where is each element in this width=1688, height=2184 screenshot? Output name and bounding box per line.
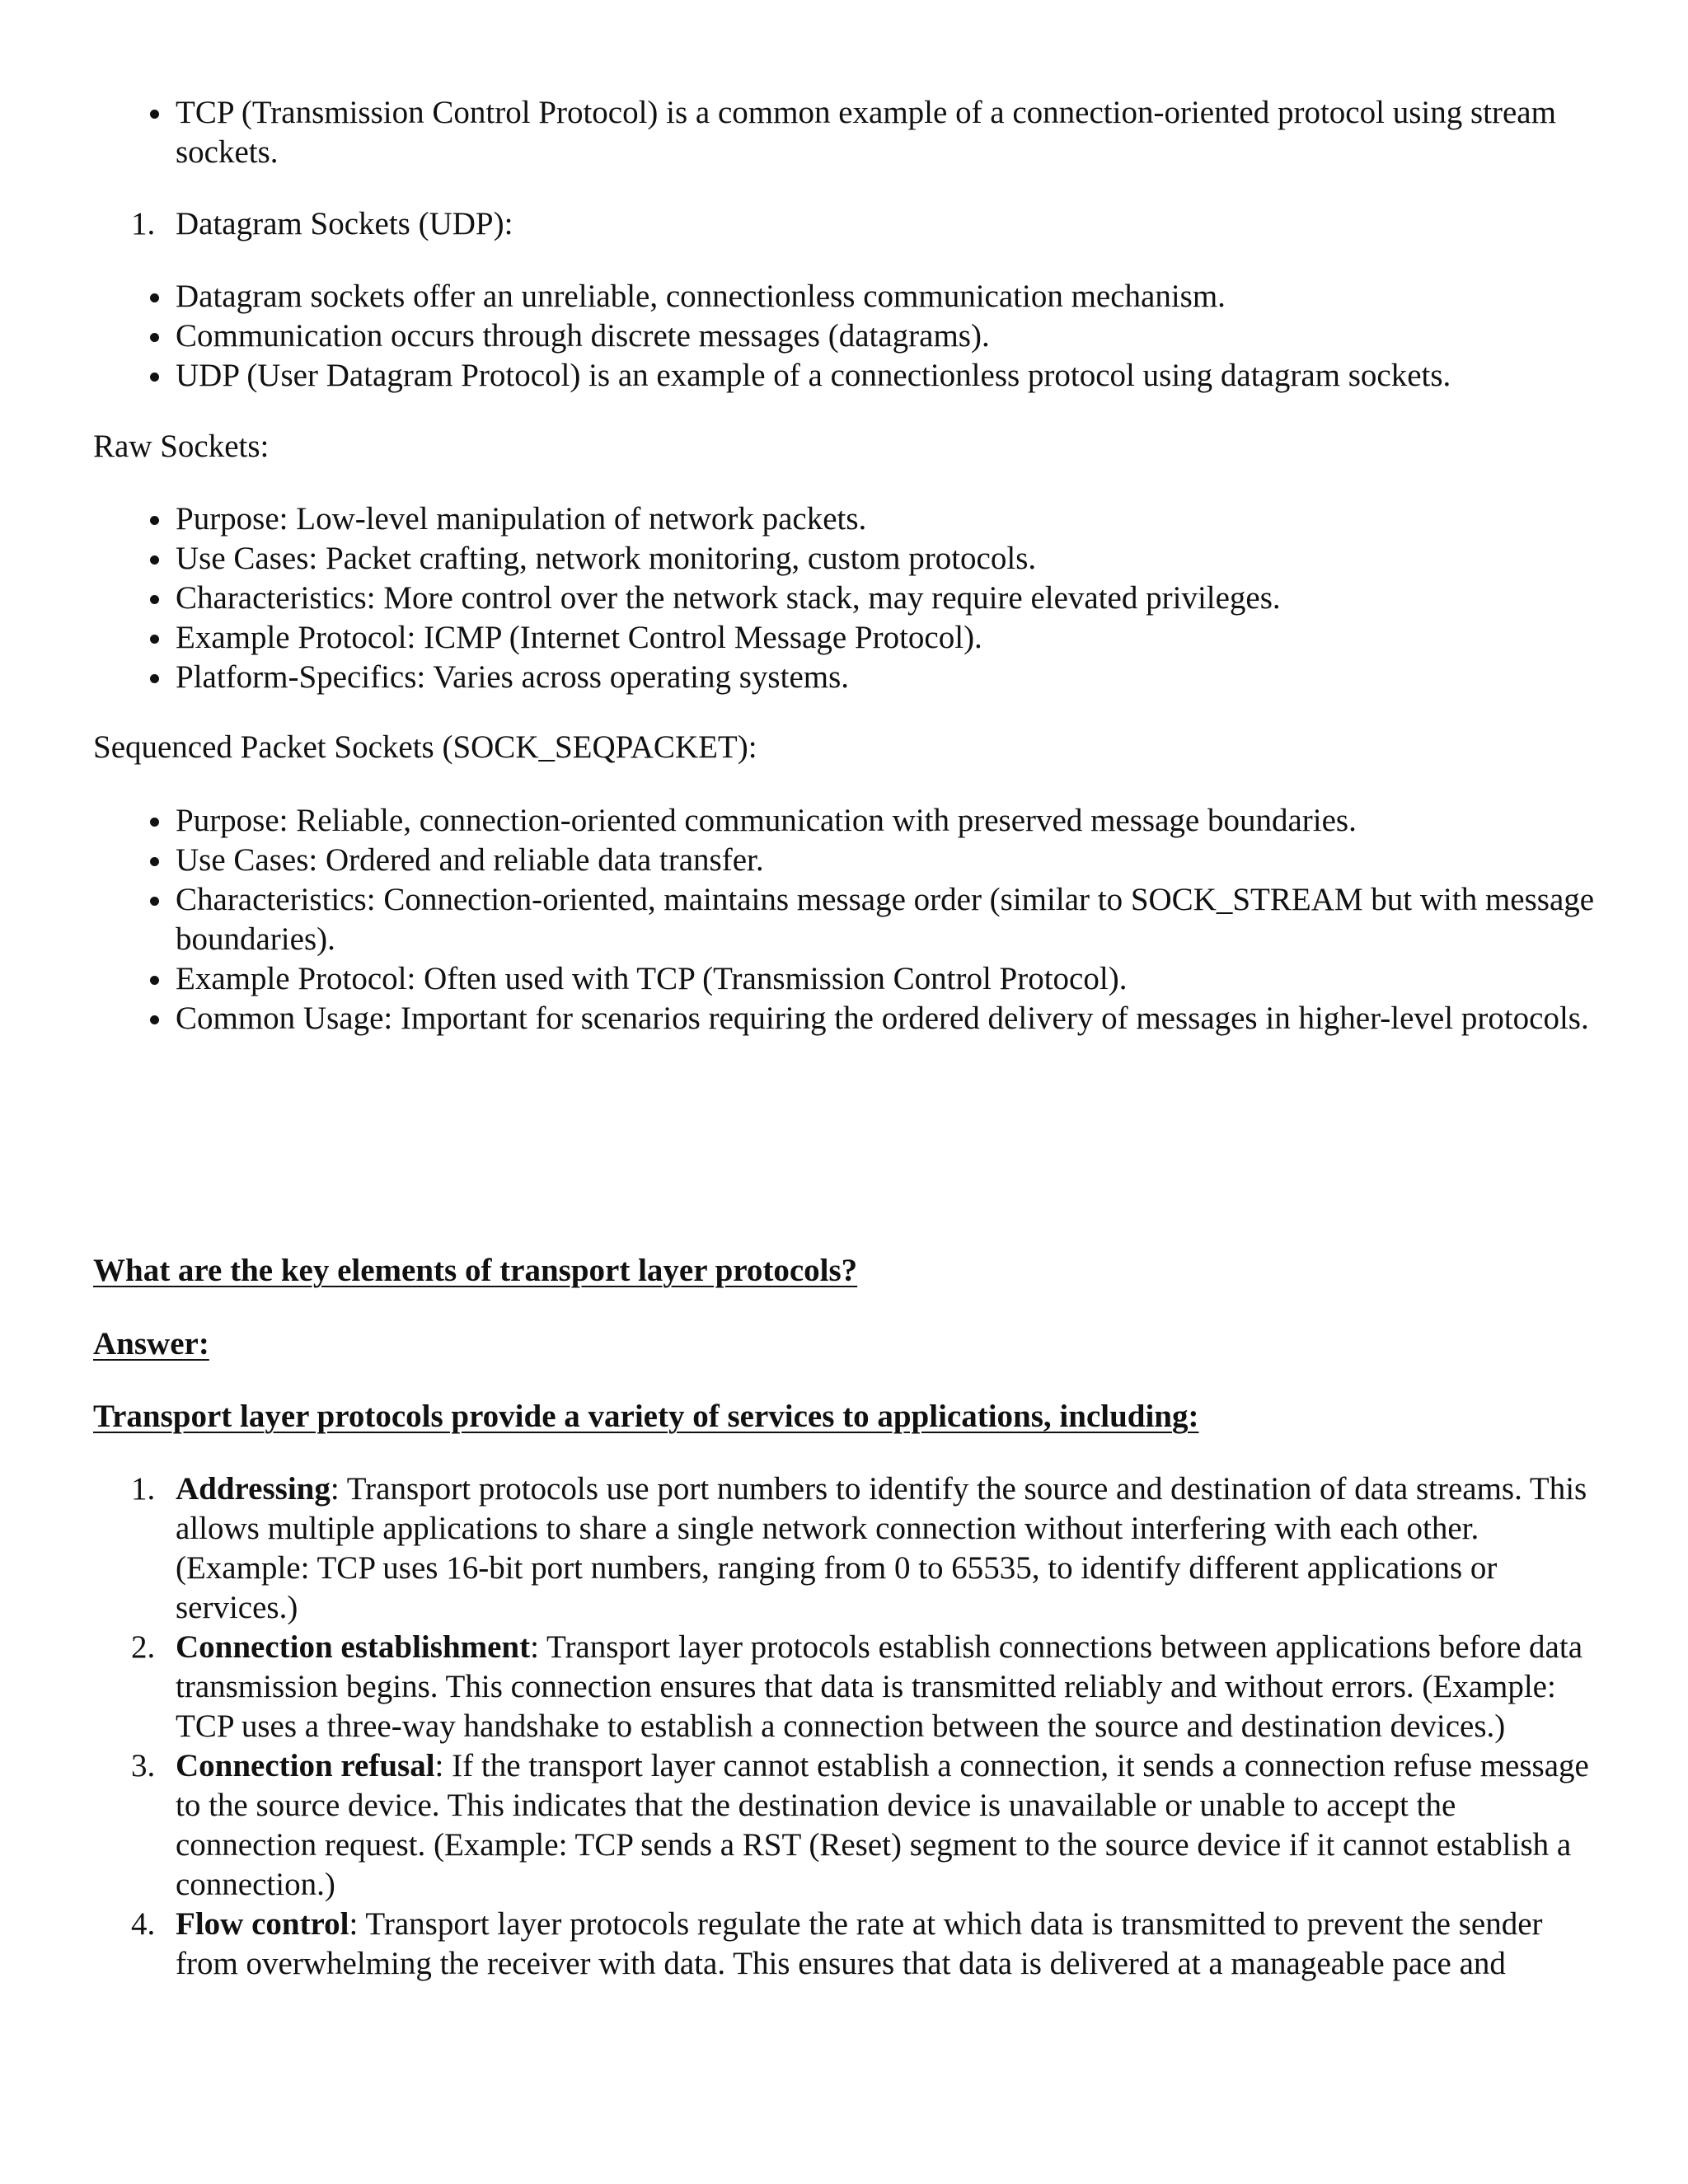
list-item: Characteristics: More control over the network stack, may require elevated privileges. bbox=[176, 579, 1601, 618]
term-flow-control: Flow control bbox=[176, 1906, 349, 1942]
datagram-bullet-list bbox=[176, 277, 1601, 396]
term-connection-refusal: Connection refusal bbox=[176, 1748, 435, 1783]
answer-label: Answer: bbox=[93, 1326, 209, 1361]
term-connection-establishment: Connection establishment bbox=[176, 1629, 531, 1665]
list-item bbox=[131, 204, 1601, 244]
list-item: Communication occurs through discrete messages (datagrams). bbox=[176, 316, 1601, 356]
list-item: Platform-Specifics: Varies across operating systems. bbox=[176, 658, 1601, 697]
list-item: UDP (User Datagram Protocol) is an example of a connectionless protocol using datagram sockets. bbox=[176, 356, 1601, 396]
list-item: Example Protocol: ICMP (Internet Control Message Protocol). bbox=[176, 618, 1601, 658]
list-item-text: : Transport protocols use port numbers to identify the source and destination of data streams. This allows multiple applications to share a single network connection without interfering with each other. (Example: TCP uses 16-bit port numbers, ranging from 0 to 65535, to identify different applications or services.) bbox=[176, 1471, 1587, 1625]
list-item bbox=[131, 1469, 1601, 1628]
list-item: Purpose: Low-level manipulation of network packets. bbox=[176, 499, 1601, 539]
list-item bbox=[131, 1628, 1601, 1746]
list-item-text: : If the transport layer cannot establish a connection, it sends a connection refuse message to the source device. This indicates that the destination device is unavailable or unable to accept the connection request. (Example: TCP sends a RST (Reset) segment to the source device if it cannot establish a connection.) bbox=[176, 1748, 1589, 1902]
list-item-text: : Transport layer protocols establish connections between applications before data transmission begins. This connection ensures that data is transmitted reliably and without errors. (Example: TCP uses a three-way handshake to establish a connection between the source and destination devices.) bbox=[176, 1629, 1583, 1744]
raw-sockets-bullet-list bbox=[176, 499, 1601, 697]
list-item: Example Protocol: Often used with TCP (Transmission Control Protocol). bbox=[176, 959, 1601, 999]
transport-elements-list bbox=[131, 1469, 1601, 1984]
question-heading: What are the key elements of transport layer protocols? bbox=[93, 1253, 858, 1288]
list-item: Characteristics: Connection-oriented, maintains message order (similar to SOCK_STREAM but with message boundaries). bbox=[176, 880, 1601, 959]
list-item: Use Cases: Packet crafting, network monitoring, custom protocols. bbox=[176, 539, 1601, 579]
answer-intro: Transport layer protocols provide a variety of services to applications, including: bbox=[93, 1399, 1199, 1434]
datagram-heading-list bbox=[131, 204, 1601, 244]
list-item bbox=[131, 1905, 1601, 1984]
seqpacket-title: Sequenced Packet Sockets (SOCK_SEQPACKET): bbox=[93, 729, 757, 765]
tcp-bullet-list bbox=[176, 93, 1601, 172]
list-number: 4. bbox=[131, 1906, 156, 1942]
list-number: 1. bbox=[131, 1471, 156, 1507]
list-item bbox=[131, 1746, 1601, 1905]
list-item: Datagram sockets offer an unreliable, connectionless communication mechanism. bbox=[176, 277, 1601, 316]
list-item-text: : Transport layer protocols regulate the rate at which data is transmitted to prevent the sender from overwhelming the receiver with data. This ensures that data is delivered at a manageable pace and bbox=[176, 1906, 1543, 1981]
list-item: TCP (Transmission Control Protocol) is a common example of a connection-oriented protocol using stream sockets. bbox=[176, 93, 1601, 172]
list-number: 2. bbox=[131, 1629, 156, 1665]
list-item: Use Cases: Ordered and reliable data transfer. bbox=[176, 841, 1601, 880]
list-item: Purpose: Reliable, connection-oriented communication with preserved message boundaries. bbox=[176, 801, 1601, 841]
list-item-text: Datagram Sockets (UDP): bbox=[176, 206, 513, 241]
list-number: 1. bbox=[131, 206, 156, 241]
raw-sockets-title: Raw Sockets: bbox=[93, 429, 270, 464]
list-item: Common Usage: Important for scenarios requiring the ordered delivery of messages in higher-level protocols. bbox=[176, 999, 1601, 1038]
seqpacket-bullet-list bbox=[176, 801, 1601, 1038]
list-number: 3. bbox=[131, 1748, 156, 1783]
term-addressing: Addressing bbox=[176, 1471, 331, 1507]
